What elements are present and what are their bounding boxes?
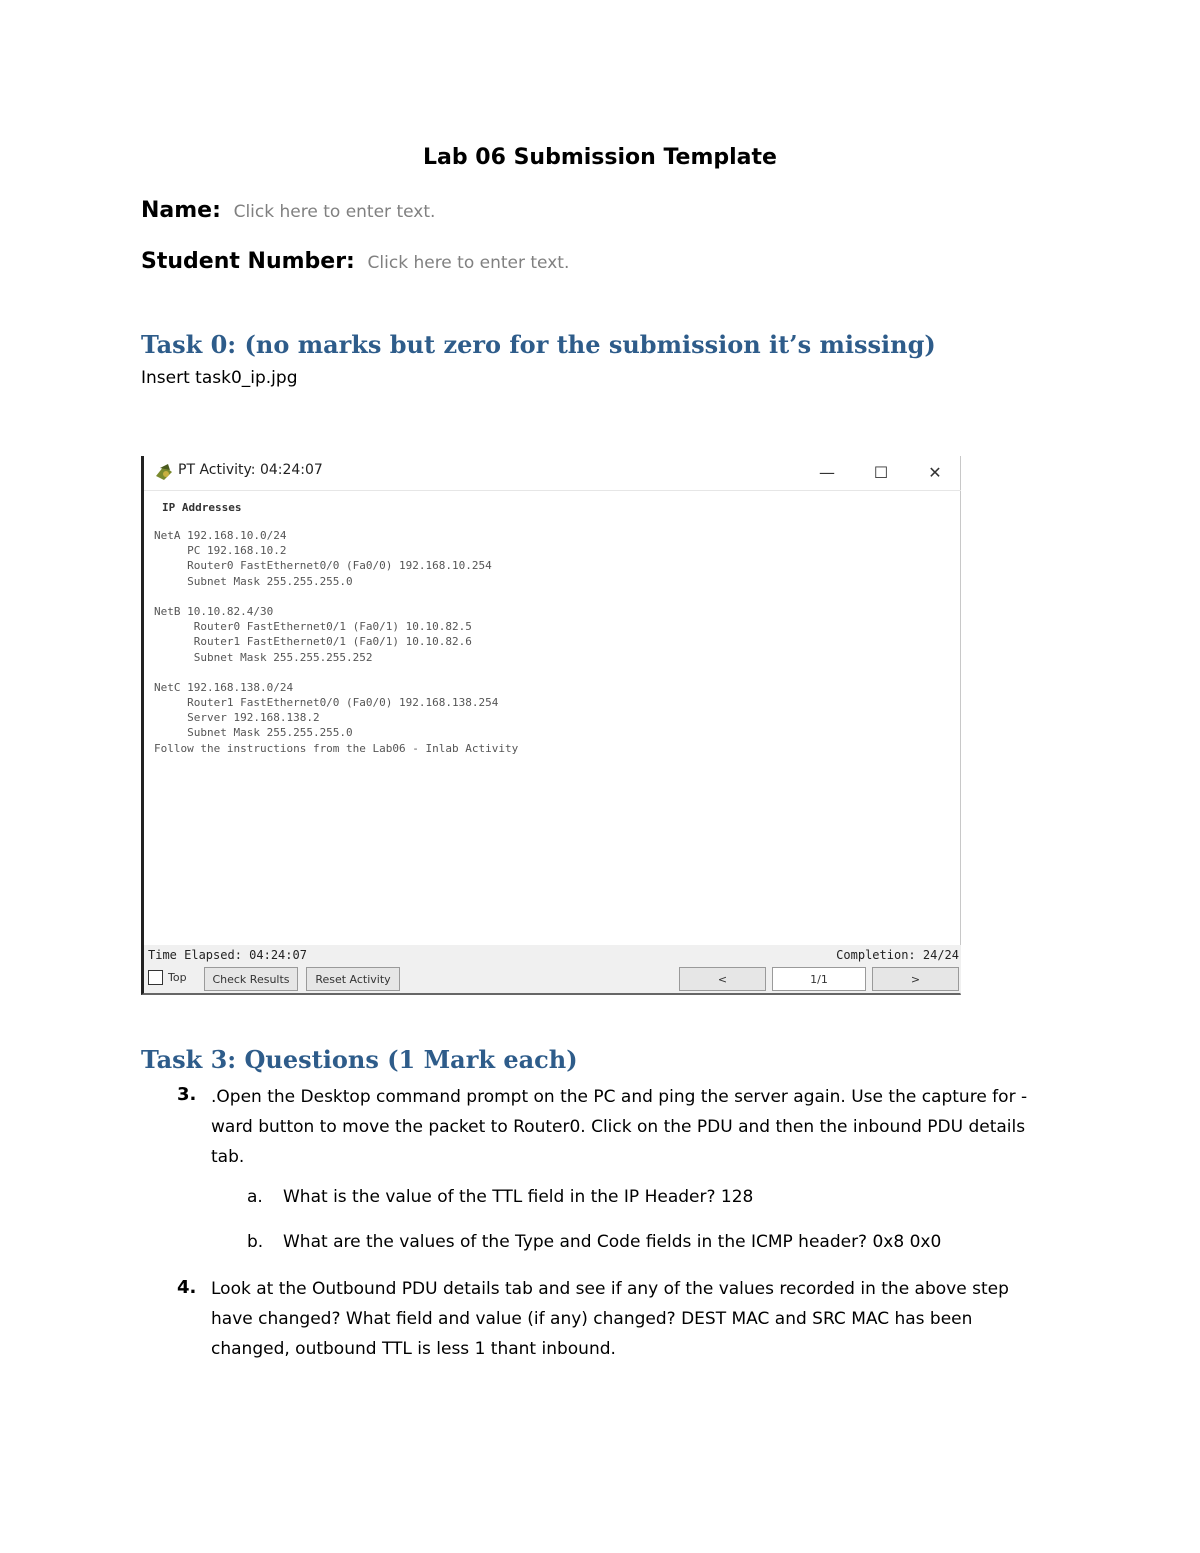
question-4-line: have changed? What field and value (if any) changed? DEST MAC and SRC MAC has been bbox=[211, 1309, 973, 1329]
next-page-button[interactable]: > bbox=[872, 967, 959, 991]
ip-line: Subnet Mask 255.255.255.252 bbox=[154, 650, 373, 664]
question-3-line: tab. bbox=[211, 1147, 245, 1167]
ip-line: NetB 10.10.82.4/30 bbox=[154, 604, 274, 618]
completion-status: Completion: 24/24 bbox=[836, 948, 959, 962]
question-3-text bbox=[211, 1082, 1027, 1172]
question-3-line: .Open the Desktop command prompt on the PC and ping the server again. Use the capture for - bbox=[211, 1087, 1028, 1107]
question-3b-letter: b. bbox=[247, 1232, 264, 1252]
name-input[interactable]: Click here to enter text. bbox=[233, 202, 436, 222]
page-indicator: 1/1 bbox=[772, 967, 866, 991]
question-3-line: ward button to move the packet to Router0. Click on the PDU and then the inbound PDU details bbox=[211, 1117, 1026, 1137]
previous-page-button[interactable]: < bbox=[679, 967, 766, 991]
window-title: PT Activity: 04:24:07 bbox=[178, 462, 323, 478]
question-4-line: changed, outbound TTL is less 1 thant inbound. bbox=[211, 1339, 616, 1359]
activity-status-bar bbox=[144, 945, 961, 993]
question-3b-text: What are the values of the Type and Code fields in the ICMP header? 0x8 0x0 bbox=[283, 1232, 942, 1252]
question-3a-letter: a. bbox=[247, 1187, 263, 1207]
top-toggle[interactable] bbox=[148, 970, 187, 985]
top-checkbox[interactable] bbox=[148, 970, 163, 985]
ip-line: Router1 FastEthernet0/0 (Fa0/0) 192.168.138.254 bbox=[154, 696, 499, 710]
ip-addresses-heading: IP Addresses bbox=[162, 501, 242, 514]
ip-line bbox=[154, 666, 518, 681]
ip-line: Router1 FastEthernet0/1 (Fa0/1) 10.10.82.6 bbox=[154, 635, 472, 649]
ip-line: Subnet Mask 255.255.255.0 bbox=[154, 726, 353, 740]
question-3a-text: What is the value of the TTL field in the IP Header? 128 bbox=[283, 1187, 754, 1207]
reset-activity-button[interactable]: Reset Activity bbox=[306, 967, 400, 991]
top-checkbox-label: Top bbox=[168, 971, 187, 984]
ip-line: NetA 192.168.10.0/24 bbox=[154, 529, 287, 542]
time-elapsed: Time Elapsed: 04:24:07 bbox=[148, 948, 307, 962]
activity-content bbox=[144, 490, 961, 946]
ip-line bbox=[154, 590, 518, 605]
window-titlebar bbox=[144, 456, 961, 490]
ip-line: NetC 192.168.138.0/24 bbox=[154, 680, 294, 694]
ip-line: PC 192.168.10.2 bbox=[154, 544, 287, 558]
packet-tracer-icon bbox=[154, 462, 174, 482]
check-results-button[interactable]: Check Results bbox=[204, 967, 298, 991]
task0-instruction: Insert task0_ip.jpg bbox=[141, 368, 298, 388]
question-4-text bbox=[211, 1274, 1009, 1364]
name-field-row bbox=[141, 198, 435, 223]
close-button[interactable]: ✕ bbox=[928, 462, 942, 482]
student-number-input[interactable]: Click here to enter text. bbox=[367, 253, 570, 273]
document-title: Lab 06 Submission Template bbox=[423, 145, 777, 170]
student-number-field-row bbox=[141, 249, 569, 274]
maximize-button[interactable]: ☐ bbox=[873, 462, 889, 482]
ip-address-list bbox=[154, 529, 518, 757]
ip-line: Router0 FastEthernet0/1 (Fa0/1) 10.10.82.5 bbox=[154, 620, 472, 634]
student-number-label: Student Number: bbox=[141, 249, 355, 274]
question-3-number: 3. bbox=[177, 1084, 197, 1105]
task3-heading: Task 3: Questions (1 Mark each) bbox=[141, 1045, 578, 1074]
question-4-number: 4. bbox=[177, 1277, 197, 1298]
task0-heading: Task 0: (no marks but zero for the submission it’s missing) bbox=[141, 330, 936, 359]
ip-line: Follow the instructions from the Lab06 - Inlab Activity bbox=[154, 741, 519, 755]
question-4-line: Look at the Outbound PDU details tab and see if any of the values recorded in the above step bbox=[211, 1279, 1009, 1299]
ip-line: Router0 FastEthernet0/0 (Fa0/0) 192.168.10.254 bbox=[154, 559, 492, 573]
embedded-screenshot bbox=[141, 456, 961, 995]
ip-line: Subnet Mask 255.255.255.0 bbox=[154, 574, 353, 588]
ip-line: Server 192.168.138.2 bbox=[154, 711, 320, 725]
minimize-button[interactable]: — bbox=[819, 462, 835, 482]
name-label: Name: bbox=[141, 198, 221, 223]
